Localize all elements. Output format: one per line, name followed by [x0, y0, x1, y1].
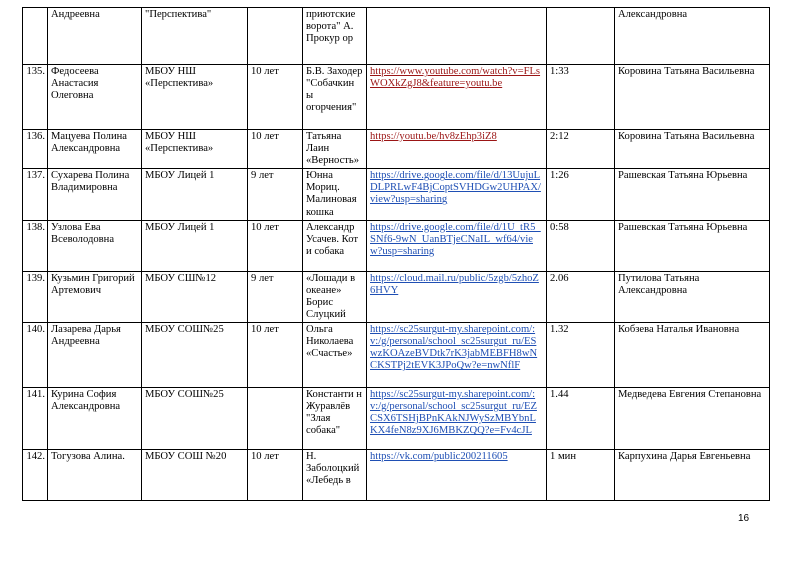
participant-name: Мацуева Полина Александровна [48, 130, 142, 169]
duration: 0:58 [547, 220, 615, 271]
participant-name: Тогузова Алина. [48, 450, 142, 501]
work-title: Ольга Николаева «Счастье» [303, 323, 367, 388]
table-row [23, 130, 770, 169]
video-link[interactable]: https://drive.google.com/file/d/1U_tR5_SNf6-9wN_UanBTjeCNaIL_wf64/view?usp=sharing [367, 220, 547, 271]
participant-age: 10 лет [248, 450, 303, 501]
teacher-name: Медведева Евгения Степановна [615, 388, 770, 450]
school-name: МБОУ СШ№12 [142, 271, 248, 322]
work-title: Н. Заболоцкий «Лебедь в [303, 450, 367, 501]
video-link[interactable]: https://vk.com/public200211605 [367, 450, 547, 501]
school-name: МБОУ СОШ№25 [142, 388, 248, 450]
participant-name: Федосеева Анастасия Олеговна [48, 65, 142, 130]
participant-age: 10 лет [248, 220, 303, 271]
school-name: МБОУ Лицей 1 [142, 220, 248, 271]
row-number: 140. [23, 323, 48, 388]
duration [547, 8, 615, 65]
duration: 1.44 [547, 388, 615, 450]
work-title: приютские ворота" А. Прокур ор [303, 8, 367, 65]
video-link[interactable]: https://www.youtube.com/watch?v=FLsWOXkZgJ8&feature=youtu.be [367, 65, 547, 130]
table-row [23, 8, 770, 65]
table-row [23, 65, 770, 130]
school-name: МБОУ НШ «Перспектива» [142, 130, 248, 169]
teacher-name: Коровина Татьяна Васильевна [615, 65, 770, 130]
teacher-name: Путилова Татьяна Александровна [615, 271, 770, 322]
row-number: 137. [23, 169, 48, 220]
duration: 1:26 [547, 169, 615, 220]
video-link [367, 8, 547, 65]
table-row [23, 388, 770, 450]
work-title: Юнна Мориц. Малиновая кошка [303, 169, 367, 220]
work-title: Александр Усачев. Кот и собака [303, 220, 367, 271]
participant-age: 9 лет [248, 169, 303, 220]
participant-name: Лазарева Дарья Андреевна [48, 323, 142, 388]
video-link[interactable]: https://drive.google.com/file/d/13UujuLDLPRLwF4BjCoptSVHDGw2UHPAX/view?usp=sharing [367, 169, 547, 220]
participant-name: Андреевна [48, 8, 142, 65]
school-name: МБОУ СОШ №20 [142, 450, 248, 501]
row-number: 135. [23, 65, 48, 130]
work-title: «Лошади в океане» Борис Слуцкий [303, 271, 367, 322]
work-title: Б.В. Заходер "Собачкин ы огорчения" [303, 65, 367, 130]
teacher-name: Карпухина Дарья Евгеньевна [615, 450, 770, 501]
table-row [23, 323, 770, 388]
duration: 2:12 [547, 130, 615, 169]
row-number: 138. [23, 220, 48, 271]
teacher-name: Рашевская Татьяна Юрьевна [615, 169, 770, 220]
participant-age: 10 лет [248, 65, 303, 130]
row-number: 139. [23, 271, 48, 322]
participant-age: 10 лет [248, 323, 303, 388]
participant-age [248, 388, 303, 450]
participant-name: Узлова Ева Всеволодовна [48, 220, 142, 271]
table-row [23, 220, 770, 271]
teacher-name: Коровина Татьяна Васильевна [615, 130, 770, 169]
participants-table [22, 7, 770, 501]
teacher-name: Александровна [615, 8, 770, 65]
duration: 2.06 [547, 271, 615, 322]
school-name: МБОУ СОШ№25 [142, 323, 248, 388]
video-link[interactable]: https://cloud.mail.ru/public/5zgb/5zhoZ6HVY [367, 271, 547, 322]
participant-name: Сухарева Полина Владимировна [48, 169, 142, 220]
duration: 1:33 [547, 65, 615, 130]
duration: 1 мин [547, 450, 615, 501]
participant-age [248, 8, 303, 65]
video-link[interactable]: https://sc25surgut-my.sharepoint.com/:v:/g/personal/school_sc25surgut_ru/ESwzKOAzeBVDtk7rK3jabMEBFH8wNCKSTPj2tEVK3JPoQw?e=nwNflF [367, 323, 547, 388]
video-link[interactable]: https://youtu.be/hv8zEhp3iZ8 [367, 130, 547, 169]
school-name: МБОУ Лицей 1 [142, 169, 248, 220]
teacher-name: Кобзева Наталья Ивановна [615, 323, 770, 388]
page-number: 16 [738, 513, 750, 524]
participant-age: 9 лет [248, 271, 303, 322]
participant-age: 10 лет [248, 130, 303, 169]
participant-name: Кузьмин Григорий Артемович [48, 271, 142, 322]
row-number [23, 8, 48, 65]
school-name: МБОУ НШ «Перспектива» [142, 65, 248, 130]
table-row [23, 169, 770, 220]
school-name: "Перспектива" [142, 8, 248, 65]
work-title: Татьяна Лаин «Верность» [303, 130, 367, 169]
table-row [23, 271, 770, 322]
participant-name: Курина София Александровна [48, 388, 142, 450]
row-number: 136. [23, 130, 48, 169]
duration: 1.32 [547, 323, 615, 388]
row-number: 141. [23, 388, 48, 450]
teacher-name: Рашевская Татьяна Юрьевна [615, 220, 770, 271]
row-number: 142. [23, 450, 48, 501]
table-row [23, 450, 770, 501]
video-link[interactable]: https://sc25surgut-my.sharepoint.com/:v:/g/personal/school_sc25surgut_ru/EZCSX6TSHjBPnKAkNJWySzMBYbnLKX4feN8z9XJ6MBKZQQ?e=Fv4cJL [367, 388, 547, 450]
work-title: Константи н Журавлёв "Злая собака" [303, 388, 367, 450]
